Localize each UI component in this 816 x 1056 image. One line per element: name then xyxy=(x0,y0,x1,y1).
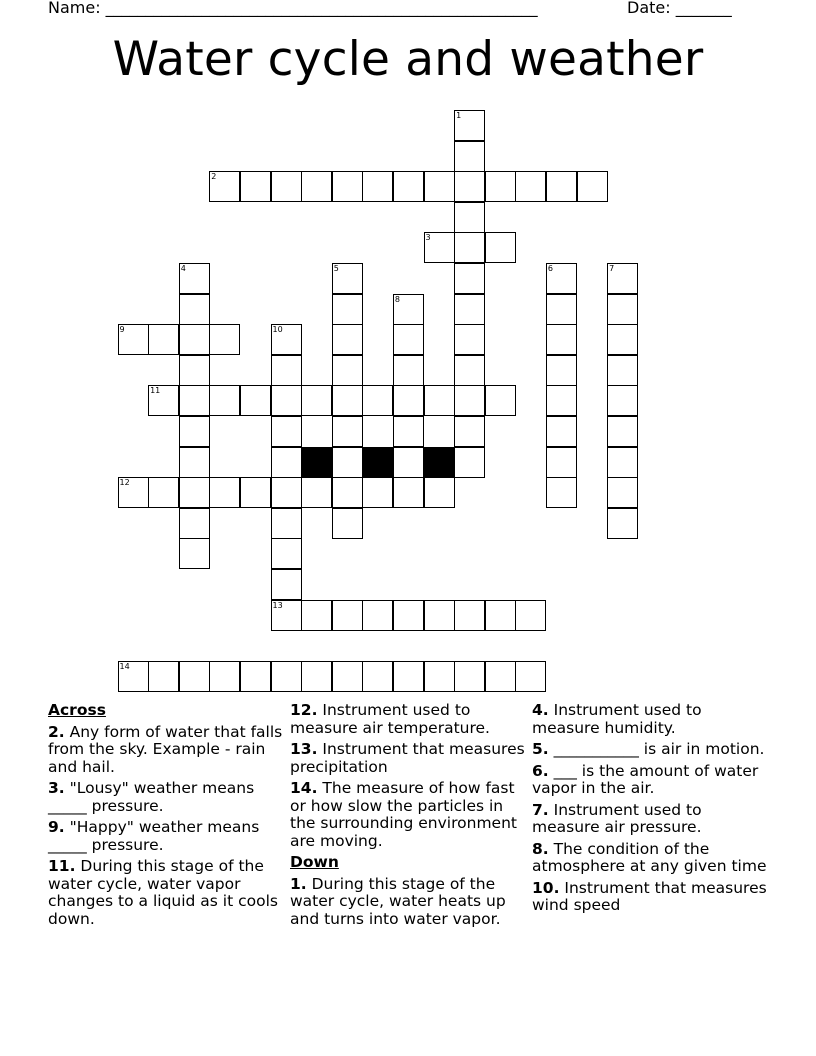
grid-cell[interactable] xyxy=(179,447,210,478)
grid-cell[interactable] xyxy=(332,477,363,508)
grid-cell[interactable] xyxy=(118,324,149,355)
name-field: Name: ______________________________________________________ xyxy=(48,0,538,17)
grid-cell[interactable] xyxy=(179,324,210,355)
grid-cell[interactable] xyxy=(271,508,302,539)
grid-cell[interactable] xyxy=(546,294,577,325)
grid-cell[interactable] xyxy=(148,324,179,355)
grid-cell[interactable] xyxy=(332,263,363,294)
grid-cell[interactable] xyxy=(209,477,240,508)
grid-cell[interactable] xyxy=(271,600,302,631)
grid-cell[interactable] xyxy=(393,171,424,202)
grid-cell[interactable] xyxy=(240,385,271,416)
grid-cell[interactable] xyxy=(424,477,455,508)
grid-cell[interactable] xyxy=(148,661,179,692)
grid-cell[interactable] xyxy=(515,600,546,631)
grid-cell[interactable] xyxy=(454,141,485,172)
clue-number: 1 xyxy=(456,111,462,120)
grid-cell[interactable] xyxy=(362,477,393,508)
down-clue: 10. Instrument that measures wind speed xyxy=(532,878,767,914)
grid-cell[interactable] xyxy=(271,538,302,569)
grid-cell[interactable] xyxy=(179,538,210,569)
grid-cell[interactable] xyxy=(393,294,424,325)
grid-cell[interactable] xyxy=(546,477,577,508)
grid-cell[interactable] xyxy=(271,416,302,447)
grid-cell[interactable] xyxy=(332,447,363,478)
down-clue: 8. The condition of the atmosphere at any given time xyxy=(532,839,767,875)
grid-cell[interactable] xyxy=(332,600,363,631)
grid-cell[interactable] xyxy=(454,416,485,447)
grid-cell[interactable] xyxy=(607,263,638,294)
block-cell xyxy=(362,447,393,478)
grid-cell[interactable] xyxy=(454,447,485,478)
grid-cell[interactable] xyxy=(424,600,455,631)
block-cell xyxy=(424,447,455,478)
grid-cell[interactable] xyxy=(546,385,577,416)
grid-cell[interactable] xyxy=(209,661,240,692)
across-clue: 12. Instrument used to measure air temperature. xyxy=(290,701,490,737)
grid-cell[interactable] xyxy=(362,600,393,631)
grid-cell[interactable] xyxy=(240,661,271,692)
grid-cell[interactable] xyxy=(118,477,149,508)
down-clue: 6. ___ is the amount of water vapor in the air. xyxy=(532,761,759,797)
grid-cell[interactable] xyxy=(393,661,424,692)
clue-number: 6 xyxy=(547,264,553,273)
clue-number: 8 xyxy=(394,294,400,304)
grid-cell[interactable] xyxy=(607,416,638,447)
grid-cell[interactable] xyxy=(454,171,485,202)
grid-cell[interactable] xyxy=(118,661,149,692)
clue-number: 4 xyxy=(180,264,186,273)
grid-cell[interactable] xyxy=(332,324,363,355)
grid-cell[interactable] xyxy=(301,477,332,508)
grid-cell[interactable] xyxy=(607,355,638,386)
grid-cell[interactable] xyxy=(454,324,485,355)
grid-cell[interactable] xyxy=(209,385,240,416)
clue-number: 5 xyxy=(333,264,339,273)
across-clue: 2. Any form of water that falls from the sky. Example - rain and hail. xyxy=(48,722,283,776)
grid-cell[interactable] xyxy=(454,232,485,263)
across-clue: 11. During this stage of the water cycle, water vapor changes to a liquid as it cools down. xyxy=(48,857,278,928)
grid-cell[interactable] xyxy=(546,447,577,478)
grid-cell[interactable] xyxy=(362,661,393,692)
clue-number: 2 xyxy=(211,172,217,182)
across-clue: 14. The measure of how fast or how slow the particles in the surrounding environment are moving. xyxy=(290,779,517,850)
grid-cell[interactable] xyxy=(332,385,363,416)
grid-cell[interactable] xyxy=(515,661,546,692)
grid-cell[interactable] xyxy=(179,385,210,416)
clue-number: 10 xyxy=(272,325,283,335)
grid-cell[interactable] xyxy=(454,355,485,386)
grid-cell[interactable] xyxy=(454,110,485,141)
down-clue: 7. Instrument used to measure air pressure. xyxy=(532,800,702,836)
grid-cell[interactable] xyxy=(454,661,485,692)
grid-cell[interactable] xyxy=(485,232,516,263)
grid-cell[interactable] xyxy=(179,661,210,692)
grid-cell[interactable] xyxy=(332,661,363,692)
down-heading: Down xyxy=(290,853,339,871)
grid-cell[interactable] xyxy=(393,324,424,355)
grid-cell[interactable] xyxy=(179,355,210,386)
grid-cell[interactable] xyxy=(240,171,271,202)
grid-cell[interactable] xyxy=(332,508,363,539)
down-clue: 5. ___________ is air in motion. xyxy=(532,740,765,758)
grid-cell[interactable] xyxy=(148,477,179,508)
grid-cell[interactable] xyxy=(271,385,302,416)
grid-cell[interactable] xyxy=(332,416,363,447)
grid-cell[interactable] xyxy=(454,263,485,294)
grid-cell[interactable] xyxy=(301,385,332,416)
clue-column-3 xyxy=(532,702,772,919)
grid-cell[interactable] xyxy=(607,324,638,355)
grid-cell[interactable] xyxy=(393,477,424,508)
grid-cell[interactable] xyxy=(546,324,577,355)
grid-cell[interactable] xyxy=(271,477,302,508)
grid-cell[interactable] xyxy=(393,355,424,386)
across-clue: 9. "Happy" weather means _____ pressure. xyxy=(48,818,260,854)
grid-cell[interactable] xyxy=(546,263,577,294)
grid-cell[interactable] xyxy=(607,477,638,508)
page-title: Water cycle and weather xyxy=(112,32,704,87)
block-cell xyxy=(301,447,332,478)
across-heading: Across xyxy=(48,701,106,719)
grid-cell[interactable] xyxy=(271,661,302,692)
clue-column-1 xyxy=(48,702,284,932)
clue-number: 3 xyxy=(425,233,431,243)
grid-cell[interactable] xyxy=(546,416,577,447)
clue-number: 11 xyxy=(150,386,161,396)
grid-cell[interactable] xyxy=(332,171,363,202)
grid-cell[interactable] xyxy=(424,385,455,416)
grid-cell[interactable] xyxy=(179,416,210,447)
grid-cell[interactable] xyxy=(240,477,271,508)
grid-cell[interactable] xyxy=(179,477,210,508)
date-field: Date: _______ xyxy=(627,0,732,17)
grid-cell[interactable] xyxy=(179,294,210,325)
across-clue: 13. Instrument that measures precipitation xyxy=(290,740,525,776)
grid-cell[interactable] xyxy=(148,385,179,416)
grid-cell[interactable] xyxy=(607,385,638,416)
grid-cell[interactable] xyxy=(485,385,516,416)
grid-cell[interactable] xyxy=(179,508,210,539)
grid-cell[interactable] xyxy=(607,447,638,478)
grid-cell[interactable] xyxy=(424,232,455,263)
grid-cell[interactable] xyxy=(209,324,240,355)
clue-number: 12 xyxy=(119,478,130,488)
grid-cell[interactable] xyxy=(393,385,424,416)
grid-cell[interactable] xyxy=(301,661,332,692)
grid-cell[interactable] xyxy=(362,385,393,416)
grid-cell[interactable] xyxy=(546,355,577,386)
grid-cell[interactable] xyxy=(209,171,240,202)
grid-cell[interactable] xyxy=(607,508,638,539)
grid-cell[interactable] xyxy=(454,202,485,233)
grid-cell[interactable] xyxy=(393,600,424,631)
clue-column-2 xyxy=(290,702,526,932)
grid-cell[interactable] xyxy=(393,447,424,478)
grid-cell[interactable] xyxy=(485,600,516,631)
grid-cell[interactable] xyxy=(454,600,485,631)
grid-cell[interactable] xyxy=(332,294,363,325)
grid-cell[interactable] xyxy=(577,171,608,202)
grid-cell[interactable] xyxy=(301,171,332,202)
grid-cell[interactable] xyxy=(362,171,393,202)
grid-cell[interactable] xyxy=(332,355,363,386)
grid-cell[interactable] xyxy=(546,171,577,202)
clue-number: 7 xyxy=(609,264,615,273)
clue-number: 14 xyxy=(119,661,130,671)
grid-cell[interactable] xyxy=(515,171,546,202)
clue-number: 13 xyxy=(272,600,283,610)
grid-cell[interactable] xyxy=(424,661,455,692)
grid-cell[interactable] xyxy=(301,600,332,631)
grid-cell[interactable] xyxy=(454,294,485,325)
grid-cell[interactable] xyxy=(454,385,485,416)
down-clue: 1. During this stage of the water cycle, water heats up and turns into water vapor. xyxy=(290,874,506,928)
grid-cell[interactable] xyxy=(271,355,302,386)
grid-cell[interactable] xyxy=(485,661,516,692)
grid-cell[interactable] xyxy=(271,569,302,600)
grid-cell[interactable] xyxy=(607,294,638,325)
grid-cell[interactable] xyxy=(485,171,516,202)
grid-cell[interactable] xyxy=(393,416,424,447)
grid-cell[interactable] xyxy=(271,324,302,355)
grid-cell[interactable] xyxy=(271,171,302,202)
grid-cell[interactable] xyxy=(179,263,210,294)
grid-cell[interactable] xyxy=(424,171,455,202)
clue-number: 9 xyxy=(119,325,125,335)
across-clue: 3. "Lousy" weather means _____ pressure. xyxy=(48,779,255,815)
grid-cell[interactable] xyxy=(271,447,302,478)
down-clue: 4. Instrument used to measure humidity. xyxy=(532,701,702,737)
